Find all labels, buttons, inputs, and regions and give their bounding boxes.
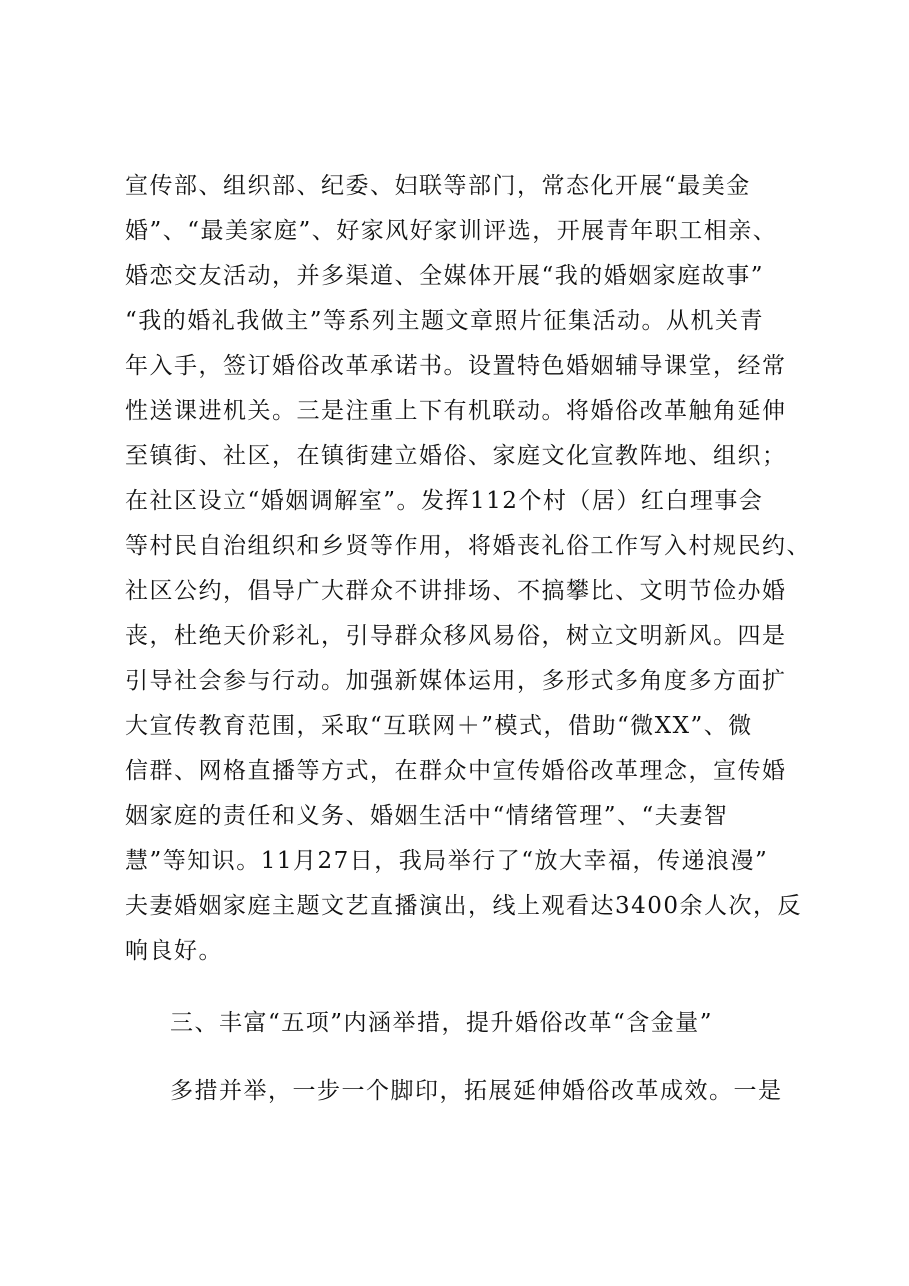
text-line: 多措并举，一步一个脚印，拓展延伸婚俗改革成效。一是 <box>170 1078 783 1104</box>
text-line: 婚”、“最美家庭”、好家风好家训评选，开展青年职工相亲、 <box>125 218 778 244</box>
text-line: 丧，杜绝天价彩礼，引导群众移风易俗，树立文明新风。四是 <box>125 623 787 649</box>
text-line: “我的婚礼我做主”等系列主题文章照片征集活动。从机关青 <box>125 308 765 334</box>
text-line: 在社区设立“婚姻调解室”。发挥112个村（居）红白理事会 <box>125 488 764 514</box>
text-line: 性送课进机关。三是注重上下有机联动。将婚俗改革触角延伸 <box>125 398 787 424</box>
text-line: 姻家庭的责任和义务、婚姻生活中“情绪管理”、“夫妻智 <box>125 803 729 829</box>
text-line: 婚恋交友活动，并多渠道、全媒体开展“我的婚姻家庭故事” <box>125 263 765 289</box>
text-line: 等村民自治组织和乡贤等作用，将婚丧礼俗工作写入村规民约、 <box>125 533 811 559</box>
text-line: 响良好。 <box>125 938 223 964</box>
text-line: 信群、网格直播等方式，在群众中宣传婚俗改革理念，宣传婚 <box>125 758 787 784</box>
text-line: 慧”等知识。11月27日，我局举行了“放大幸福，传递浪漫” <box>125 848 769 874</box>
text-line: 年入手，签订婚俗改革承诺书。设置特色婚姻辅导课堂，经常 <box>125 353 787 379</box>
text-line: 引导社会参与行动。加强新媒体运用，多形式多角度多方面扩 <box>125 668 787 694</box>
text-line: 社区公约，倡导广大群众不讲排场、不搞攀比、文明节俭办婚 <box>125 578 787 604</box>
text-line: 至镇街、社区，在镇街建立婚俗、家庭文化宣教阵地、组织； <box>125 443 787 469</box>
section-heading: 三、丰富“五项”内涵举措，提升婚俗改革“含金量” <box>170 1010 714 1036</box>
text-line: 宣传部、组织部、纪委、妇联等部门，常态化开展“最美金 <box>125 173 751 199</box>
text-line: 夫妻婚姻家庭主题文艺直播演出，线上观看达3400余人次，反 <box>125 893 803 919</box>
text-line: 大宣传教育范围，采取“互联网＋”模式，借助“微XX”、微 <box>125 713 753 739</box>
